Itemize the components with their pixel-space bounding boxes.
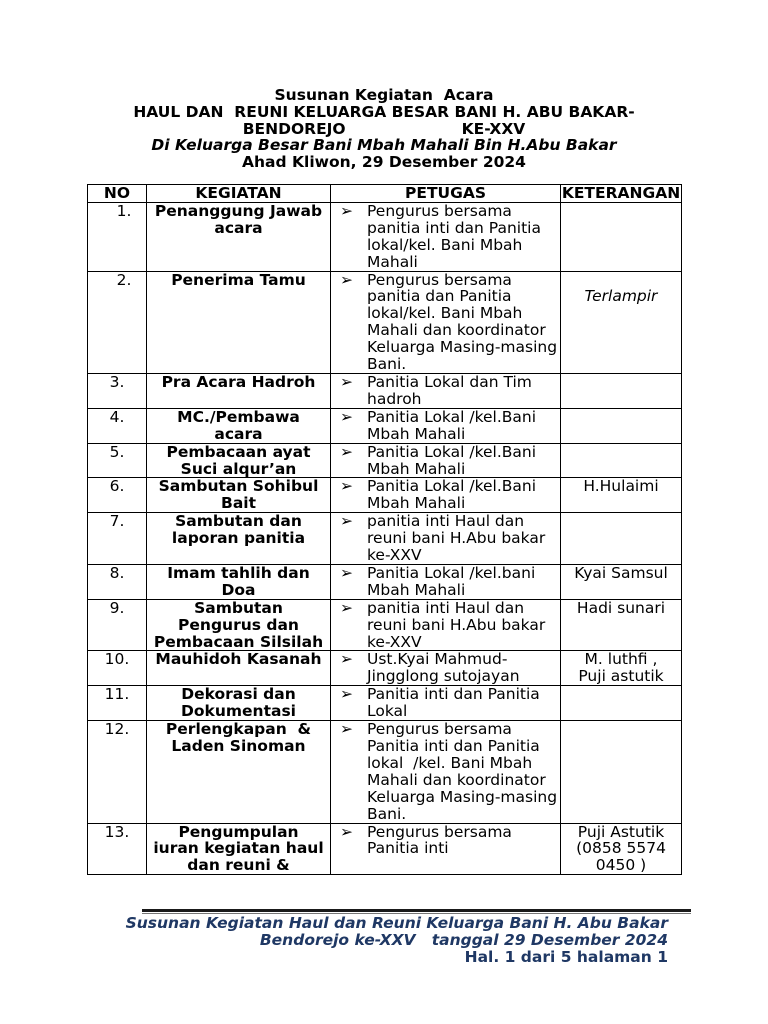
cell-kegiatan: Perlengkapan & Laden Sinoman (147, 721, 331, 823)
table-row (88, 721, 682, 823)
cell-keterangan: M. luthfi , Puji astutik (561, 651, 682, 686)
table-row (88, 202, 682, 271)
page-footer (126, 915, 668, 966)
cell-petugas (331, 271, 561, 373)
cell-kegiatan: Dekorasi dan Dokumentasi (147, 686, 331, 721)
event-subtitle: Di Keluarga Besar Bani Mbah Mahali Bin H.Abu Bakar (151, 136, 617, 155)
table-row (88, 564, 682, 599)
cell-petugas (331, 373, 561, 408)
petugas-text: Ust.Kyai Mahmud-Jingglong sutojayan (367, 650, 520, 686)
cell-petugas (331, 513, 561, 565)
page-number: Hal. 1 dari 5 halaman 1 (464, 948, 668, 966)
arrow-bullet-icon: ➢ (340, 650, 353, 669)
petugas-text: Panitia inti dan Panitia Lokal (367, 685, 540, 721)
cell-petugas (331, 599, 561, 651)
petugas-text: panitia inti Haul dan reuni bani H.Abu bakar ke-XXV (367, 512, 546, 565)
table-row (88, 373, 682, 408)
arrow-bullet-icon: ➢ (340, 407, 353, 426)
schedule-table (87, 184, 682, 875)
arrow-bullet-icon: ➢ (340, 598, 353, 617)
document-header (0, 87, 768, 171)
cell-no: 4. (88, 408, 147, 443)
petugas-text: Panitia Lokal /kel.Bani Mbah Mahali (367, 407, 537, 443)
cell-kegiatan: Sambutan Sohibul Bait (147, 478, 331, 513)
arrow-bullet-icon: ➢ (340, 442, 353, 461)
cell-no: 5. (88, 443, 147, 478)
table-row (88, 599, 682, 651)
cell-no: 7. (88, 513, 147, 565)
table-row (88, 686, 682, 721)
arrow-bullet-icon: ➢ (340, 372, 353, 391)
cell-petugas (331, 202, 561, 271)
petugas-text: panitia inti Haul dan reuni bani H.Abu bakar ke-XXV (367, 598, 546, 651)
cell-kegiatan: MC./Pembawa acara (147, 408, 331, 443)
petugas-text: Pengurus bersama Panitia inti (367, 822, 512, 858)
column-header-keterangan: KETERANGAN (561, 184, 681, 202)
cell-keterangan (561, 513, 682, 565)
arrow-bullet-icon: ➢ (340, 822, 353, 841)
arrow-bullet-icon: ➢ (340, 201, 353, 220)
table-row (88, 478, 682, 513)
cell-keterangan (561, 373, 682, 408)
cell-petugas (331, 443, 561, 478)
table-row (88, 443, 682, 478)
cell-keterangan (561, 202, 682, 271)
arrow-bullet-icon: ➢ (340, 477, 353, 496)
cell-keterangan (561, 686, 682, 721)
cell-keterangan (561, 721, 682, 823)
arrow-bullet-icon: ➢ (340, 270, 353, 289)
cell-keterangan: H.Hulaimi (561, 478, 682, 513)
cell-petugas (331, 408, 561, 443)
cell-kegiatan: Imam tahlih dan Doa (147, 564, 331, 599)
cell-petugas (331, 564, 561, 599)
petugas-text: Pengurus bersama panitia inti dan Panitia lokal/kel. Bani Mbah Mahali (367, 201, 541, 271)
cell-no: 6. (88, 478, 147, 513)
cell-kegiatan: Penanggung Jawab acara (147, 202, 331, 271)
arrow-bullet-icon: ➢ (340, 720, 353, 739)
document-title: Susunan Kegiatan Acara (274, 86, 494, 104)
event-location: BENDOREJO (242, 119, 346, 138)
column-header-kegiatan: KEGIATAN (147, 185, 331, 203)
cell-petugas (331, 478, 561, 513)
cell-kegiatan: Pengumpulan iuran kegiatan haul dan reuni & (147, 823, 331, 875)
cell-no: 10. (88, 651, 147, 686)
cell-no: 11. (88, 686, 147, 721)
footer-title: Susunan Kegiatan Haul dan Reuni Keluarga Bani H. Abu Bakar (125, 914, 668, 932)
petugas-text: Pengurus bersama panitia dan Panitia lokal/kel. Bani Mbah Mahali dan koordinator Keluarga Masing-masing Bani. (367, 270, 558, 374)
cell-no: 2. (88, 271, 147, 373)
cell-kegiatan: Sambutan dan laporan panitia (147, 513, 331, 565)
cell-keterangan: Terlampir (561, 271, 682, 373)
cell-petugas (331, 651, 561, 686)
table-row (88, 651, 682, 686)
table-row (88, 271, 682, 373)
event-date: Ahad Kliwon, 29 Desember 2024 (242, 153, 526, 172)
cell-no: 9. (88, 599, 147, 651)
event-title-location (0, 121, 768, 138)
title-spacer (346, 121, 462, 138)
footer-subtitle: Bendorejo ke-XXV tanggal 29 Desember 2024 (259, 931, 668, 949)
table-row (88, 823, 682, 875)
column-header-no: NO (88, 185, 147, 203)
arrow-bullet-icon: ➢ (340, 563, 353, 582)
petugas-text: Panitia Lokal dan Tim hadroh (367, 372, 532, 408)
cell-kegiatan: Mauhidoh Kasanah (147, 651, 331, 686)
cell-no: 12. (88, 721, 147, 823)
cell-kegiatan: Sambutan Pengurus dan Pembacaan Silsilah (147, 599, 331, 651)
table-header-row (88, 185, 682, 203)
cell-keterangan: Kyai Samsul (561, 564, 682, 599)
event-title-line: HAUL DAN REUNI KELUARGA BESAR BANI H. ABU BAKAR- (133, 102, 635, 121)
table-row (88, 513, 682, 565)
cell-no: 8. (88, 564, 147, 599)
cell-keterangan (561, 443, 682, 478)
arrow-bullet-icon: ➢ (340, 685, 353, 704)
cell-no: 1. (88, 202, 147, 271)
cell-petugas (331, 823, 561, 875)
cell-keterangan: Hadi sunari (561, 599, 682, 651)
footer-rule-thick (142, 909, 691, 912)
cell-kegiatan: Pembacaan ayat Suci alqur’an (147, 443, 331, 478)
petugas-text: Panitia Lokal /kel.bani Mbah Mahali (367, 563, 536, 599)
petugas-text: Pengurus bersama Panitia inti dan Panitia lokal /kel. Bani Mbah Mahali dan koordinator Keluarga Masing-masing Bani. (367, 720, 558, 823)
cell-no: 3. (88, 373, 147, 408)
cell-kegiatan: Penerima Tamu (147, 271, 331, 373)
cell-keterangan: Puji Astutik (0858 5574 0450 ) (561, 823, 682, 875)
cell-keterangan (561, 408, 682, 443)
cell-no: 13. (88, 823, 147, 875)
cell-petugas (331, 686, 561, 721)
column-header-petugas: PETUGAS (331, 185, 561, 203)
cell-petugas (331, 721, 561, 823)
cell-kegiatan: Pra Acara Hadroh (147, 373, 331, 408)
arrow-bullet-icon: ➢ (340, 512, 353, 531)
petugas-text: Panitia Lokal /kel.Bani Mbah Mahali (367, 442, 537, 478)
event-edition: KE-XXV (461, 119, 526, 138)
petugas-text: Panitia Lokal /kel.Bani Mbah Mahali (367, 477, 537, 513)
table-row (88, 408, 682, 443)
